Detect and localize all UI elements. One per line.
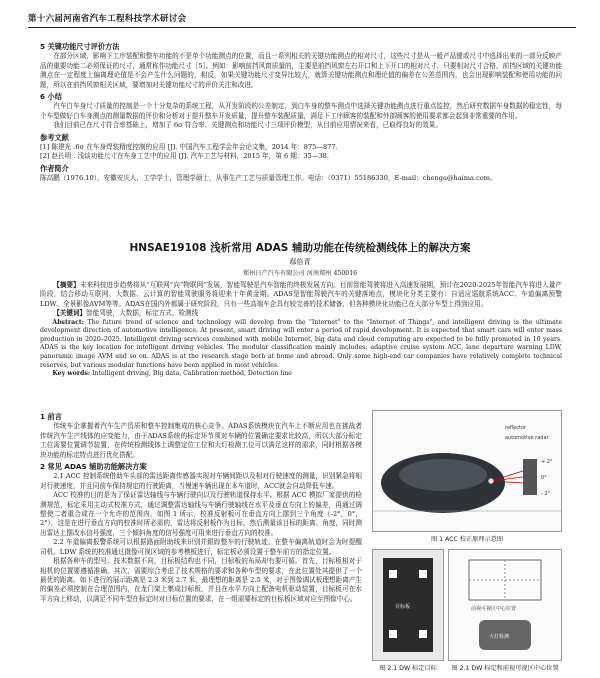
acc-calibration-diagram xyxy=(373,411,561,531)
author-intro: 陈高鹏（1976.10），安徽安庆人，工学学士，管理学硕士，从事生产工艺与质量管理工作。电话：（0371）55186330，E-mail：chenge@haima.com。 xyxy=(40,174,497,183)
radar-label: automotive radar xyxy=(505,435,549,441)
abstract-cn-label: 【摘要】 xyxy=(53,281,80,289)
figure-2b-caption: 图 2.1 DW 标定和前视可视区中心位置 xyxy=(451,665,559,672)
figure-2a xyxy=(372,549,444,672)
keywords-cn xyxy=(40,309,562,318)
reference-1: [1] 陈建光 .6σ 在车身焊装精度控制的应用 [J]. 中国汽车工程学会年会论文集，2014 年：875—877. xyxy=(40,143,338,152)
keywords-en-text: Intelligent driving, Big data, Calibration method, Detection line xyxy=(92,370,292,378)
section2-heading: 2 常见 ADAS 辅助功能解决方案 xyxy=(40,462,147,472)
abstract-en xyxy=(40,319,562,371)
figure-1-acc xyxy=(372,410,562,532)
abstract-block xyxy=(40,281,562,379)
abstract-cn xyxy=(40,281,562,309)
body-left-column xyxy=(40,410,362,604)
radar-sensor-icon xyxy=(488,478,494,484)
running-header: 第十六届河南省汽车工程科技学术研讨会 xyxy=(28,12,576,28)
keywords-en-label: Key words: xyxy=(52,370,91,378)
lane-camera-diagram xyxy=(448,549,562,661)
keywords-cn-label: 【关键词】 xyxy=(53,309,87,318)
article-author: 郗倍青 xyxy=(289,258,311,266)
keywords-cn-text: 智能驾驶，大数据，标定方式，检测线 xyxy=(86,309,199,318)
reflector-label: reflector xyxy=(505,425,527,431)
figure-2b xyxy=(448,549,562,672)
section6-paragraph-2: 我们目前已在尺寸符合率基础上，增加了 6σ 符合率、关键测点和功能尺寸三项评价模型，从目前应用情况来看，已取得良好的效果。 xyxy=(53,121,442,130)
abstract-cn-text: 未来科技进步趋势将从“互联网”向“物联网”发展，智能驾驶是汽车智能的终极发展方向。目前智能驾驶将进入高速发展期，预计在2020-2025年智能汽车将进入量产阶段，结合移动互联网、大数据、云计算的智能驾驶服务将迎来十年黄金期。ADAS是智能驾驶汽车的关键落地点，模块化分类主要有：自适应巡航系统ACC、车道偏离预警LDW、全景影像AVM等等。ADAS在国内外都属于研究阶段，只有一些高端车企具有较完善的技术储备，但各种模块化功能已在大部分车型上得到应用。 xyxy=(40,281,562,308)
vehicle-label: 大灯检测 xyxy=(489,634,510,640)
figure-2-row xyxy=(372,549,562,672)
abstract-en-label: Abstract: xyxy=(52,318,85,326)
section5-heading: 5 关键功能尺寸评价方法 xyxy=(40,42,120,51)
section1-heading: 1 前言 xyxy=(40,412,62,421)
section22-paragraph: 2.2 车道偏离报警系统可以根据路面附助线来识别并跟踪整车的行驶轨迹，在整车偏离轨道时会为时提醒司机。LDW 系统的校准通过摄像可视区域的参考模板进行，标定板必须设置于整车前方的指定位置。 xyxy=(40,538,362,556)
angle-zero-label: 0° xyxy=(541,475,547,481)
section6-heading: 6 小结 xyxy=(40,92,62,102)
keywords-en xyxy=(40,370,562,379)
body-right-column xyxy=(372,410,562,672)
reflector-panel xyxy=(523,459,537,495)
section21-paragraph-2: ACC 校准的目的是为了保证雷达轴线与车辆行驶向以及行驶轨道保持水平。根据 ACC 模拟厂家提供的检测规范，标定采用主动式校准方式，通过调整雷达轴线与车辆行驶轴线在水平及垂直方向上的偏差，再通过调整使二者重合或在一个允许的范围内，如图 1 所示，校准反射板可在垂直方向上摆到三个角度（-2°，0°，2°），这是在进行垂直方向的校准时所必需的，雷达将反射板作为目标，然后测量该目标的距离、角度，同时测出雷达上摆改水信号强度，三个倾斜角度的信号强度可用来进行垂直方向的校准。 xyxy=(40,491,362,537)
figure-2a-caption: 图 2.1 DW 标定目标 xyxy=(379,665,437,672)
section22-paragraph-2: 根据各种车的型号、技术数据不同，目标板结构也不同，目标板的布局却有要可循。首先，目标板相对于相机的位置要遵循准确。其次，需要综合考虑了技术规格的要求和各种车型的要求，在此位置处其提供了一个最优的距离。如下进行的展示距离是 2.3 米到 2.7 米，最理想的距离是 2.5 米，对于图像调试板理想距离产生的偏差必须控制在合理范围内，在龙门架上集成目标板，并且在水平方向上配备电机驱动装置，目标板可在水平方向上移动，以满足不同车型在标定时对目标位置的要求，在一组需要标定的目标板区域对应至图像中心。 xyxy=(40,557,362,603)
section1-paragraph: 传统车企掌握着汽车生产资质和整车控制集成的核心竞争。ADAS系统模块在汽车上不断应用也在挑战者传统汽车生产线体的应变能力，由于ADAS系统的标定环节须对车辆的位置确定要求比较高，所以大部分标定工位需要位置调节装置，在传统检测线体上调整定位工位和大灯检测工位可以满足这样的需求，同时根据各模块功能的标定特点进行优化搭配。 xyxy=(40,422,362,459)
lane-target-photo xyxy=(372,549,444,661)
reference-2: [2] 赵长明 . 浅谈功能尺寸在车身工艺中的应用 [J]. 汽车工艺与材料，2015 年，第 6 期：35—38. xyxy=(40,152,329,161)
article-title: HNSAE19108 浅析常用 ADAS 辅助功能在传统检测线体上的解决方案 xyxy=(129,242,471,254)
angle-negative-label: - 2° xyxy=(541,491,551,497)
references-heading: 参考文献 xyxy=(40,132,69,142)
previous-article-tail xyxy=(40,40,562,184)
target-board-label: 目标板 xyxy=(395,604,411,610)
section6-paragraph-1: 汽车白车身尺寸质量的控制是一个十分复杂的系统工程，从开发阶段的公差制定，到白车身的整车测点中选择关键功能测点进行重点监控，然后研究数据车身数据的稳定性，每个车型做好白车身测点的测量数据的评价和分析对于提升整车开发质量，提升整车装配质量，满足下工序顾客的装配和外部顾客的使用要求都会起到非常重要的作用。 xyxy=(40,102,562,120)
angle-positive-label: + 2° xyxy=(541,459,553,465)
figure-1-caption: 图 1 ACC 校正原理示意图 xyxy=(430,536,504,543)
camera-area-label: 前视可视区中心位置 xyxy=(471,606,517,612)
section5-paragraph: 在部分区域，影响下工序装配和整车功能的不是单个功能测点的位置，而且一系列相关的关键功能测点的相对尺寸，这些尺寸是从一般产品键或尺寸中选择出来的一部分反映产品的重要功能二必须保证的尺寸，通常称作功能尺寸［5］。例如：影响前挡风窗质量的，主要是前挡风窗左右开口和上下开口的相对尺寸，只要相对尺寸合格，前挡区域的关键功能测点在一定程度上偏离理论值是不会产生什么问题的，相反，如果关键功能尺寸变异比较大，就算关键功能测点和理论值的偏差在公差范围内，也会出现影响装配和使用功能的问题，所以在前挡风窗相关区域，要增加对关键功能尺寸的评价关注和改进。 xyxy=(40,52,562,89)
author-intro-heading: 作者简介 xyxy=(40,163,69,173)
abstract-en-text: The future trend of science and technology will develop from the "Internet" to the "Internet of Things", and intelligent driving is the ultimate development direction of automotive intelligence. At present, smart driving will enter a period of rapid development. It is expected that smart cars will enter mass production in 2020–2025. Intelligent driving services combined with mobile Internet, big data and cloud computing are expected to be fully promoted in 10 years. ADAS is the key location for intelligent driving vehicles. The modular classification mainly includes: adaptive cruise system ACC, lane departure warning LDW, panoramic image AVM and so on. ADAS is at the research stage both at home and abroad. Only some high-end car companies have relatively complete technical reserves, but various modular functions have been applied in most vehicles. xyxy=(40,318,563,369)
article-affiliation: 郑州日产汽车有限公司 河南郑州 450016 xyxy=(242,270,358,277)
section21-paragraph: 2.1 ACC 控制系统借助车头部的雷达距离传感器实现对车辆间距以及相对行驶速度的测量，识别紧急将相对行驶速度，并且同前车保持规定的行驶距离，当慢速车辆出现在本车道时，ACC就会自动降低车速。 xyxy=(40,472,362,490)
